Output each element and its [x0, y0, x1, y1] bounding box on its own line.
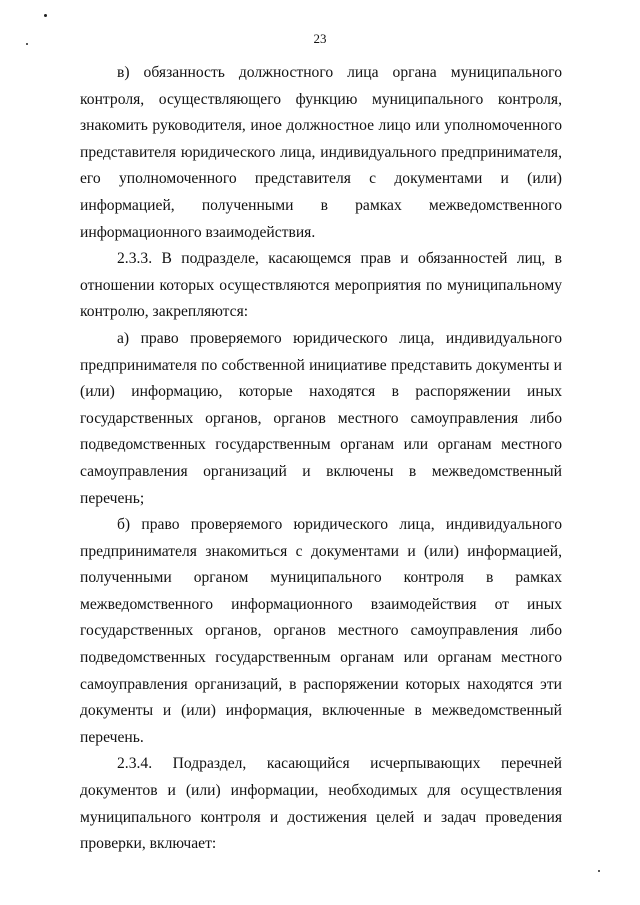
- scan-speck: [44, 14, 47, 17]
- paragraph-a: а) право проверяемого юридического лица, индивидуального предпринимателя по собственной инициативе представить документы и (или) информацию, которые находятся в распоряжении иных государственных органов, органов местного самоуправления либо подведомственных государственным органам или органам местного самоуправления организаций и включены в межведомственный перечень;: [80, 329, 562, 507]
- document-body: [80, 60, 562, 858]
- paragraph-v: в) обязанность должностного лица органа муниципального контроля, осуществляющего функцию муниципального контроля, знакомить руководителя, иное должностное лицо или уполномоченного представителя юридического лица, индивидуального предпринимателя, его уполномоченного представителя с документами и (или) информацией, полученными в рамках межведомственного информационного взаимодействия.: [80, 64, 562, 241]
- paragraph-2-3-4: 2.3.4. Подраздел, касающийся исчерпывающих перечней документов и (или) информации, необходимых для осуществления муниципального контроля и достижения целей и задач проведения проверки, включает:: [80, 755, 562, 853]
- paragraph-2-3-3: 2.3.3. В подразделе, касающемся прав и обязанностей лиц, в отношении которых осуществляются мероприятия по муниципальному контролю, закрепляются:: [80, 250, 562, 321]
- scan-speck: [598, 870, 600, 872]
- page-number: 23: [313, 31, 327, 46]
- paragraph-b: б) право проверяемого юридического лица, индивидуального предпринимателя знакомиться с документами и (или) информацией, полученными органом муниципального контроля в рамках межведомственного информационного взаимодействия от иных государственных органов, органов местного самоуправления либо подведомственных государственным органам или органам местного самоуправления организаций, в распоряжении которых находятся эти документы и (или) информация, включенные в межведомственный перечень.: [80, 516, 562, 746]
